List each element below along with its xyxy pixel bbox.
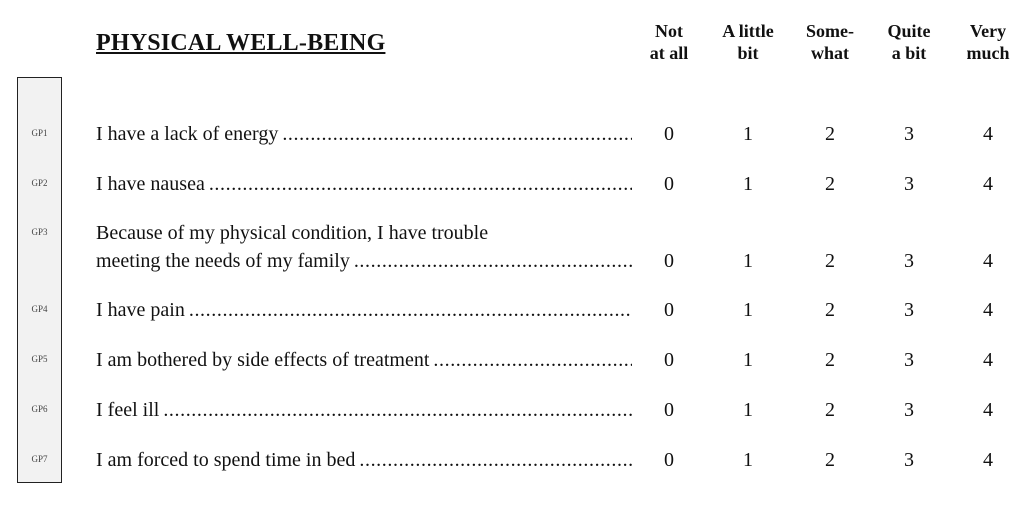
response-option-2[interactable]: 2 — [825, 250, 835, 272]
response-option-0[interactable]: 0 — [664, 399, 674, 421]
response-option-2[interactable]: 2 — [825, 399, 835, 421]
column-header-somewhat: Some- what — [806, 21, 854, 63]
dot-leader — [209, 170, 632, 198]
response-option-1[interactable]: 1 — [743, 123, 753, 145]
response-option-3[interactable]: 3 — [904, 173, 914, 195]
question-item — [96, 219, 632, 275]
response-option-2[interactable]: 2 — [825, 173, 835, 195]
question-item — [96, 396, 632, 424]
response-option-0[interactable]: 0 — [664, 349, 674, 371]
item-code: GP6 — [31, 404, 48, 414]
response-option-2[interactable]: 2 — [825, 449, 835, 471]
item-code: GP3 — [31, 227, 48, 237]
question-text: I feel ill — [96, 399, 160, 421]
response-option-1[interactable]: 1 — [743, 399, 753, 421]
dot-leader — [282, 120, 632, 148]
question-item — [96, 296, 632, 324]
dot-leader — [189, 296, 632, 324]
question-item — [96, 120, 632, 148]
response-option-1[interactable]: 1 — [743, 299, 753, 321]
column-header-quite-a-bit: Quite a bit — [887, 21, 931, 63]
question-text: I have nausea — [96, 173, 205, 195]
response-option-0[interactable]: 0 — [664, 250, 674, 272]
response-option-2[interactable]: 2 — [825, 349, 835, 371]
item-code: GP2 — [31, 178, 48, 188]
question-text: I have pain — [96, 299, 185, 321]
item-code: GP5 — [31, 354, 48, 364]
response-option-1[interactable]: 1 — [743, 250, 753, 272]
response-option-0[interactable]: 0 — [664, 449, 674, 471]
response-option-3[interactable]: 3 — [904, 123, 914, 145]
response-option-1[interactable]: 1 — [743, 173, 753, 195]
response-option-1[interactable]: 1 — [743, 349, 753, 371]
column-header-a-little-bit: A little bit — [722, 21, 774, 63]
response-option-4[interactable]: 4 — [983, 173, 993, 195]
response-option-2[interactable]: 2 — [825, 299, 835, 321]
response-option-3[interactable]: 3 — [904, 449, 914, 471]
question-text: I am forced to spend time in bed — [96, 449, 356, 471]
response-option-4[interactable]: 4 — [983, 123, 993, 145]
section-title: PHYSICAL WELL-BEING — [96, 30, 386, 56]
response-option-3[interactable]: 3 — [904, 250, 914, 272]
question-item — [96, 170, 632, 198]
response-option-0[interactable]: 0 — [664, 123, 674, 145]
question-text: I am bothered by side effects of treatment — [96, 349, 430, 371]
dot-leader — [163, 396, 632, 424]
response-option-0[interactable]: 0 — [664, 299, 674, 321]
response-option-4[interactable]: 4 — [983, 250, 993, 272]
question-text: meeting the needs of my family — [96, 250, 350, 272]
response-option-3[interactable]: 3 — [904, 299, 914, 321]
response-option-4[interactable]: 4 — [983, 349, 993, 371]
dot-leader — [433, 346, 632, 374]
dot-leader — [359, 446, 632, 474]
response-option-2[interactable]: 2 — [825, 123, 835, 145]
response-option-0[interactable]: 0 — [664, 173, 674, 195]
response-option-4[interactable]: 4 — [983, 299, 993, 321]
question-text: I have a lack of energy — [96, 123, 279, 145]
item-code: GP7 — [31, 454, 48, 464]
response-option-1[interactable]: 1 — [743, 449, 753, 471]
question-text: Because of my physical condition, I have trouble — [96, 222, 489, 244]
response-option-3[interactable]: 3 — [904, 349, 914, 371]
column-header-not-at-all: Not at all — [649, 21, 689, 63]
item-code: GP4 — [31, 304, 48, 314]
question-item — [96, 446, 632, 474]
dot-leader — [354, 247, 632, 275]
item-code: GP1 — [31, 128, 48, 138]
column-header-very-much: Very much — [966, 21, 1010, 63]
response-option-4[interactable]: 4 — [983, 399, 993, 421]
response-option-3[interactable]: 3 — [904, 399, 914, 421]
response-option-4[interactable]: 4 — [983, 449, 993, 471]
question-item — [96, 346, 632, 374]
